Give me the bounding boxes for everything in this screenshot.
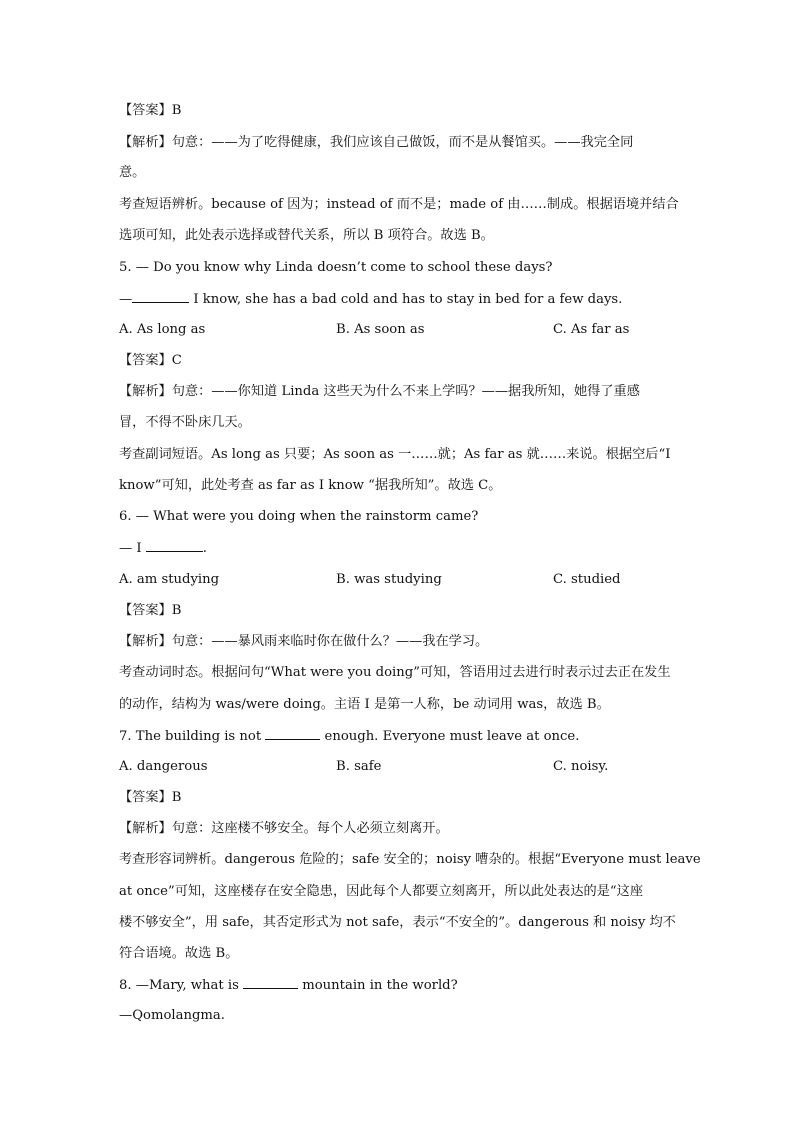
answer-blank xyxy=(132,290,189,303)
option-c: C. noisy. xyxy=(553,759,609,774)
response-text: I know, she has a bad cold and has to stay in bed for a few days. xyxy=(189,292,623,307)
prompt-text: enough. Everyone must leave at once. xyxy=(320,729,580,744)
option-b: B. As soon as xyxy=(336,322,425,337)
explanation-text: 楼不够安全”，用 safe，其否定形式为 not safe，表示“不安全的”。dangerous 和 noisy 均不 xyxy=(119,915,676,930)
response-text: . xyxy=(202,541,207,556)
question-5-response xyxy=(119,290,622,309)
question-6-prompt: 6. — What were you doing when the rainstorm came? xyxy=(119,509,479,524)
explanation-text: 的动作，结构为 was/were doing。主语 I 是第一人称，be 动词用 was，故选 B。 xyxy=(119,697,610,712)
answer-label: 【答案】B xyxy=(119,103,182,118)
analysis-text: 【解析】句意：——暴风雨来临时你在做什么？——我在学习。 xyxy=(119,634,489,649)
answer-label: 【答案】B xyxy=(119,603,182,618)
question-8-prompt xyxy=(119,976,458,995)
analysis-text: 冒，不得不卧床几天。 xyxy=(119,415,251,430)
option-c: C. As far as xyxy=(553,322,630,337)
option-c: C. studied xyxy=(553,572,621,587)
explanation-text: 考查动词时态。根据问句“What were you doing”可知，答语用过去进行时表示过去正在发生 xyxy=(119,665,671,680)
analysis-text: 【解析】句意：——为了吃得健康，我们应该自己做饭，而不是从餐馆买。——我完全同 xyxy=(119,135,634,150)
explanation-text: 符合语境。故选 B。 xyxy=(119,946,239,961)
option-a: A. am studying xyxy=(119,572,220,587)
prompt-text: mountain in the world? xyxy=(298,978,458,993)
option-a: A. As long as xyxy=(119,322,206,337)
question-5-prompt: 5. — Do you know why Linda doesn’t come to school these days? xyxy=(119,260,553,275)
answer-label: 【答案】C xyxy=(119,353,182,368)
explanation-text: 选项可知，此处表示选择或替代关系，所以 B 项符合。故选 B。 xyxy=(119,228,494,243)
answer-blank xyxy=(146,539,203,552)
analysis-text: 意。 xyxy=(119,165,146,180)
option-b: B. was studying xyxy=(336,572,442,587)
dash: — xyxy=(119,292,133,307)
explanation-text: 考查短语辨析。because of 因为；instead of 而不是；made of 由……制成。根据语境并结合 xyxy=(119,197,679,212)
explanation-text: 考查副词短语。As long as 只要；As soon as 一……就；As far as 就……来说。根据空后“I xyxy=(119,447,671,462)
option-b: B. safe xyxy=(336,759,382,774)
explanation-text: at once”可知，这座楼存在安全隐患，因此每个人都要立刻离开，所以此处表达的是“这座 xyxy=(119,884,644,899)
explanation-text: know”可知，此处考查 as far as I know “据我所知”。故选 C。 xyxy=(119,478,502,493)
option-a: A. dangerous xyxy=(119,759,208,774)
response-text: — I xyxy=(119,541,146,556)
analysis-text: 【解析】句意：这座楼不够安全。每个人必须立刻离开。 xyxy=(119,821,449,836)
question-7-prompt xyxy=(119,727,579,746)
question-6-response xyxy=(119,539,207,558)
analysis-text: 【解析】句意：——你知道 Linda 这些天为什么不来上学吗？——据我所知，她得了重感 xyxy=(119,384,640,399)
question-8-response: —Qomolangma. xyxy=(119,1008,225,1023)
prompt-text: 7. The building is not xyxy=(119,729,266,744)
answer-blank xyxy=(243,976,298,989)
answer-blank xyxy=(265,727,320,740)
answer-label: 【答案】B xyxy=(119,790,182,805)
prompt-text: 8. —Mary, what is xyxy=(119,978,244,993)
explanation-text: 考查形容词辨析。dangerous 危险的；safe 安全的；noisy 嘈杂的。根据“Everyone must leave xyxy=(119,852,701,867)
